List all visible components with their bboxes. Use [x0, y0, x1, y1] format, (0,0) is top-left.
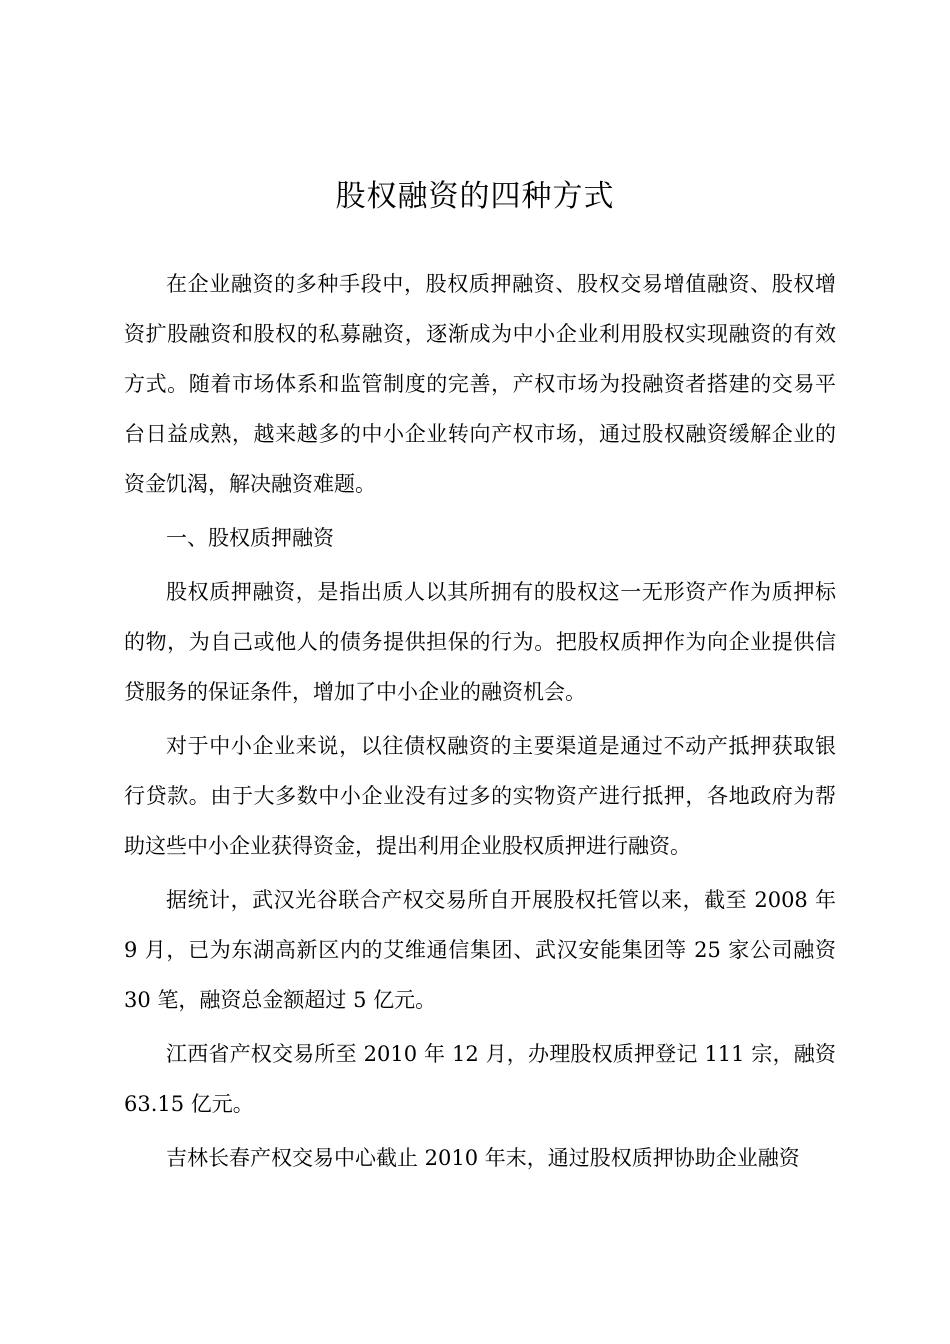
paragraph-jiangxi-statistics: 江西省产权交易所至 2010 年 12 月，办理股权质押登记 111 宗，融资 63.15 亿元。: [124, 1042, 836, 1116]
paragraph-sme-financing: 对于中小企业来说，以往债权融资的主要渠道是通过不动产抵押获取银行贷款。由于大多数中小企业没有过多的实物资产进行抵押，各地政府为帮助这些中小企业获得资金，提出利用企业股权质押进行融资。: [124, 734, 836, 858]
document-body: [124, 259, 836, 1187]
paragraph-wuhan-statistics: 据统计，武汉光谷联合产权交易所自开展股权托管以来，截至 2008 年 9 月，已为东湖高新区内的艾维通信集团、武汉安能集团等 25 家公司融资 30 笔，融资总金额超过 5 亿元。: [124, 888, 836, 1012]
document-title: 股权融资的四种方式: [335, 179, 615, 215]
section-heading-equity-pledge: 一、股权质押融资: [166, 526, 334, 550]
paragraph-intro: 在企业融资的多种手段中，股权质押融资、股权交易增值融资、股权增资扩股融资和股权的私募融资，逐渐成为中小企业利用股权实现融资的有效方式。随着市场体系和监管制度的完善，产权市场为投融资者搭建的交易平台日益成熟，越来越多的中小企业转向产权市场，通过股权融资缓解企业的资金饥渴，解决融资难题。: [124, 272, 836, 496]
paragraph-pledge-definition: 股权质押融资，是指出质人以其所拥有的股权这一无形资产作为质押标的物，为自己或他人的债务提供担保的行为。把股权质押作为向企业提供信贷服务的保证条件，增加了中小企业的融资机会。: [124, 580, 836, 704]
paragraph-jilin-statistics: 吉林长春产权交易中心截止 2010 年末，通过股权质押协助企业融资: [166, 1146, 800, 1170]
